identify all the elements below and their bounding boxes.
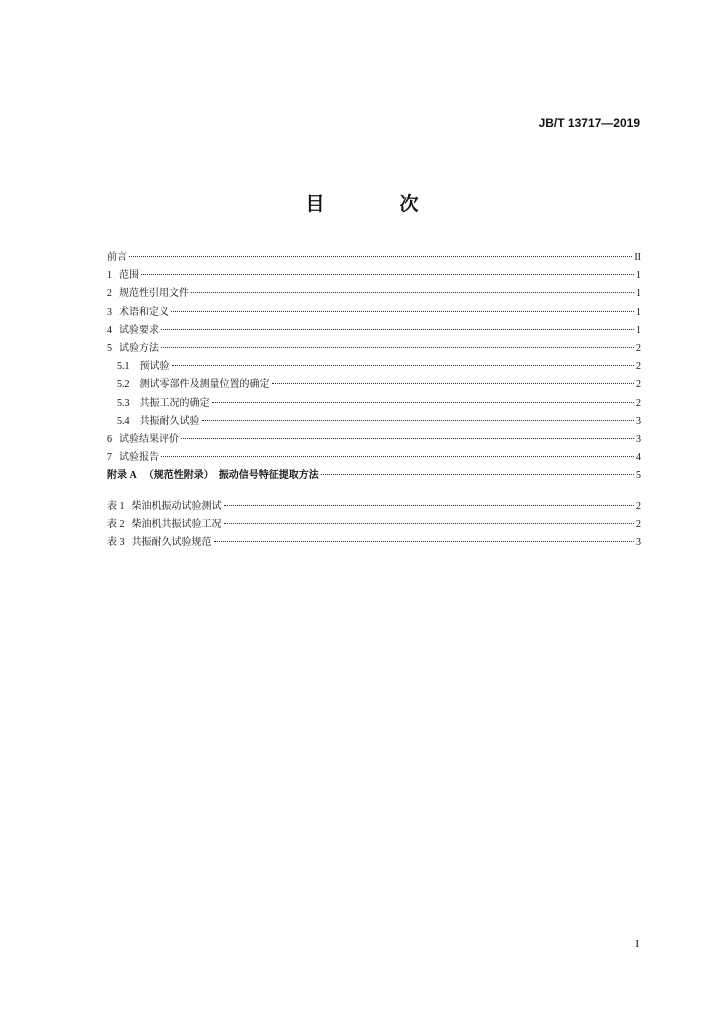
dot-leader: [321, 474, 634, 475]
dot-leader: [161, 456, 634, 457]
entry-page: 2: [636, 361, 641, 373]
toc-entry[interactable]: [107, 467, 641, 485]
entry-number: 表 2: [107, 519, 125, 531]
entry-number: 6: [107, 433, 112, 445]
table-entry[interactable]: [107, 498, 641, 516]
entry-number: 3: [107, 306, 112, 318]
dot-leader: [181, 438, 634, 439]
entry-page: 4: [636, 452, 641, 464]
entry-page: 1: [636, 288, 641, 300]
entry-label: 预试验: [139, 361, 170, 373]
page-title: 目 次: [305, 193, 447, 215]
entry-number: 4: [107, 324, 112, 336]
toc-entry[interactable]: [107, 431, 641, 449]
entry-number: 表 1: [107, 501, 125, 512]
entry-label: 柴油机共振试验工况: [131, 519, 222, 531]
entry-label: 试验结果评价: [119, 433, 179, 445]
entry-number: 7: [107, 452, 112, 464]
entry-number: 5: [107, 342, 112, 354]
dot-leader: [161, 347, 634, 348]
entry-number: 1: [107, 270, 112, 282]
entry-label: 共振耐久试验规范: [131, 537, 212, 549]
toc-entry[interactable]: [107, 358, 641, 376]
entry-page: 2: [636, 397, 641, 409]
entry-label: 共振工况的确定: [139, 397, 210, 409]
toc-entry[interactable]: [107, 376, 641, 394]
entry-label: 试验要求: [119, 324, 159, 336]
entry-page: 2: [636, 379, 641, 391]
document-id: JB/T 13717—2019: [538, 116, 640, 130]
dot-leader: [272, 383, 635, 384]
entry-number: 附录 A: [107, 470, 137, 482]
entry-number: 5.4: [117, 415, 130, 427]
entry-label: （规范性附录） 振动信号特征提取方法: [143, 470, 319, 482]
entry-page: 3: [636, 537, 641, 549]
dot-leader: [161, 329, 634, 330]
entry-label: 范围: [119, 270, 139, 282]
table-entry[interactable]: [107, 534, 641, 552]
list-of-tables: [107, 498, 641, 553]
toc-entry[interactable]: [107, 322, 641, 340]
page-number: I: [635, 938, 639, 950]
toc-entry[interactable]: [107, 413, 641, 431]
entry-number: 5.2: [117, 379, 130, 391]
toc-entry[interactable]: [107, 449, 641, 467]
entry-label: 前言: [107, 252, 127, 263]
toc-entry[interactable]: [107, 285, 641, 303]
entry-page: 3: [636, 415, 641, 427]
entry-page: II: [634, 252, 641, 263]
dot-leader: [224, 505, 635, 506]
entry-number: 表 3: [107, 537, 125, 549]
toc-entry[interactable]: [107, 340, 641, 358]
dot-leader: [214, 541, 635, 542]
entry-page: 2: [636, 342, 641, 354]
dot-leader: [191, 292, 634, 293]
entry-label: 测试零部件及测量位置的确定: [139, 379, 270, 391]
entry-label: 试验报告: [119, 452, 159, 464]
entry-number: 5.3: [117, 397, 130, 409]
dot-leader: [171, 311, 634, 312]
entry-page: 2: [636, 519, 641, 531]
entry-label: 柴油机振动试验测试: [131, 501, 222, 512]
entry-label: 试验方法: [119, 342, 159, 354]
entry-page: 5: [636, 470, 641, 482]
entry-page: 2: [636, 501, 641, 512]
entry-label: 术语和定义: [119, 306, 169, 318]
entry-label: 规范性引用文件: [119, 288, 189, 300]
toc-entry[interactable]: [107, 304, 641, 322]
entry-page: 3: [636, 433, 641, 445]
table-entry[interactable]: [107, 516, 641, 534]
toc-entry[interactable]: [107, 395, 641, 413]
dot-leader: [202, 420, 635, 421]
entry-number: 5.1: [117, 361, 130, 373]
entry-number: 2: [107, 288, 112, 300]
dot-leader: [129, 256, 632, 257]
dot-leader: [141, 274, 634, 275]
entry-page: 1: [636, 306, 641, 318]
dot-leader: [172, 365, 635, 366]
dot-leader: [224, 523, 635, 524]
toc-entry[interactable]: [107, 267, 641, 285]
dot-leader: [212, 402, 635, 403]
toc-entry[interactable]: [107, 249, 641, 267]
entry-page: 1: [636, 270, 641, 282]
entry-label: 共振耐久试验: [139, 415, 200, 427]
table-of-contents: [107, 249, 641, 485]
entry-page: 1: [636, 324, 641, 336]
